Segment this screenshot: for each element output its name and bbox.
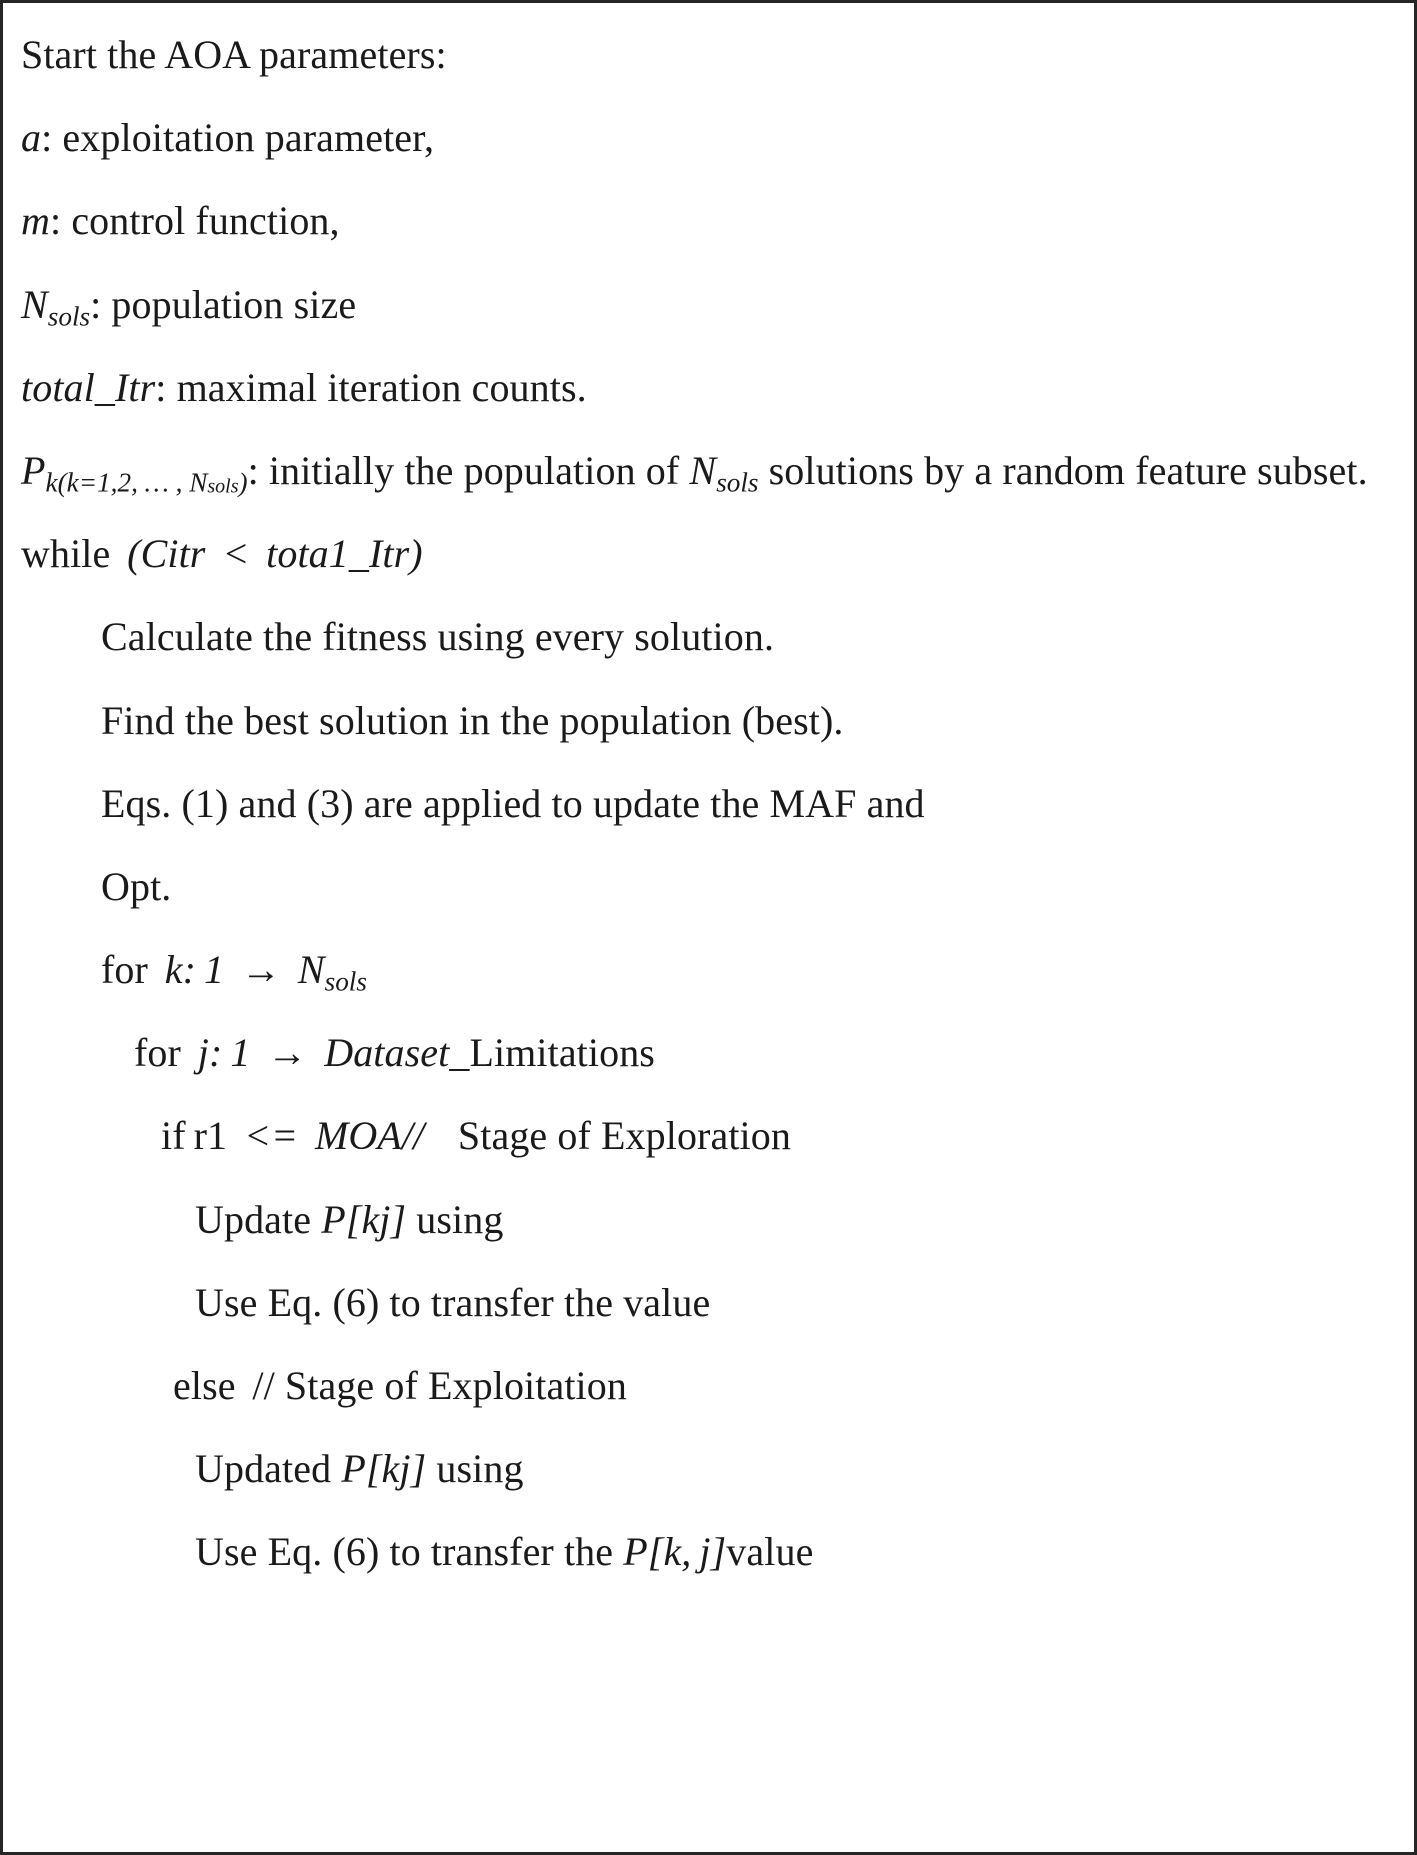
variable-r1: r1 (193, 1113, 228, 1159)
text-span: : maximal iteration counts. (155, 364, 587, 410)
algo-line-param-population (3, 429, 1414, 512)
algo-line-update-p-exploration (3, 1178, 1414, 1261)
algo-line-if-exploration (3, 1094, 1414, 1177)
math-var-p: P (321, 1196, 346, 1242)
keyword-for: for (101, 947, 148, 993)
keyword-if: if (161, 1113, 186, 1159)
algo-line-update-p-exploitation (3, 1427, 1414, 1510)
paren-open: ( (127, 531, 141, 577)
operator-less-equal: <= (243, 1113, 299, 1159)
text-suffix: using (406, 1196, 504, 1242)
bracket-close: ] (710, 1529, 727, 1575)
algo-line-while-loop (3, 512, 1414, 595)
math-var-p: P (341, 1446, 366, 1492)
math-var-total-itr: total_Itr (21, 364, 156, 410)
text-span: Eqs. (1) and (3) are applied to update the MAF and (101, 780, 925, 826)
comma: , (681, 1529, 692, 1575)
math-var-k: k (164, 947, 183, 993)
text-span: Opt. (101, 863, 172, 909)
colon: : (208, 1030, 223, 1076)
math-index-k: k (663, 1529, 682, 1575)
text-span: : population size (90, 281, 357, 327)
math-subscript-n: N (189, 467, 208, 498)
text-span: Start the AOA parameters: (21, 32, 447, 77)
math-subscript-sols: sols (324, 966, 367, 997)
text-span: Calculate the fitness using every solution. (101, 614, 775, 660)
math-var-a: a (21, 115, 42, 161)
math-subscript-sols-nested: sols (207, 475, 239, 498)
operator-less-than: < (222, 531, 250, 577)
math-index-j: j (699, 1529, 711, 1575)
math-index-kj: kj (361, 1196, 391, 1242)
comment-text: // Stage of Exploitation (252, 1363, 627, 1408)
math-subscript-ellipsis: , … , (131, 467, 190, 498)
algo-line-use-eq6-exploitation (3, 1510, 1414, 1593)
bracket-open: [ (365, 1446, 382, 1492)
algo-line-param-a (3, 96, 1414, 179)
text-span: Find the best solution in the population (best). (101, 697, 844, 743)
text-span-b: solutions by a random feature subset. (758, 447, 1368, 493)
loop-start-value: 1 (230, 1030, 251, 1076)
algo-line-else-exploitation (3, 1344, 1414, 1427)
bracket-close: ] (410, 1446, 427, 1492)
math-subscript-sols: sols (47, 301, 91, 332)
text-span: : control function, (50, 198, 340, 244)
math-subscript-sols-second: sols (716, 467, 759, 498)
text-prefix: Updated (195, 1446, 342, 1492)
math-subscript-k-range: k(k=1,2 (45, 467, 132, 498)
text-suffix: using (426, 1446, 524, 1492)
text-span: Use Eq. (6) to transfer the value (195, 1279, 711, 1325)
comment-text: Stage of Exploration (457, 1113, 791, 1159)
arrow-icon: → (240, 947, 282, 993)
text-limitations: Limitations (469, 1030, 655, 1076)
math-index-kj: kj (381, 1446, 411, 1492)
algo-line-param-m (3, 179, 1414, 262)
algo-line-init-params-header (3, 13, 1414, 96)
text-span-a: : initially the population of (247, 447, 690, 493)
bracket-open: [ (345, 1196, 362, 1242)
paren-close: ) (409, 531, 423, 577)
keyword-for: for (134, 1030, 181, 1076)
math-var-p: P (21, 447, 46, 493)
bracket-open: [ (647, 1529, 664, 1575)
algo-line-param-total-itr (3, 346, 1414, 429)
algo-line-opt (3, 845, 1414, 928)
algo-line-calc-fitness (3, 595, 1414, 678)
math-var-moa-comment-start: MOA// (314, 1113, 425, 1159)
text-suffix: value (726, 1529, 814, 1575)
algo-line-update-maf (3, 762, 1414, 845)
math-var-dataset: Dataset_ (324, 1030, 470, 1076)
arrow-icon: → (267, 1030, 308, 1076)
text-prefix: Update (195, 1196, 322, 1242)
algo-line-for-j (3, 1011, 1414, 1094)
keyword-else: else (173, 1363, 236, 1408)
algo-line-use-eq6-exploration (3, 1261, 1414, 1344)
text-span: : exploitation parameter, (41, 115, 435, 161)
colon: : (182, 947, 197, 993)
math-var-j: j (197, 1030, 209, 1076)
algo-line-param-nsols (3, 263, 1414, 346)
keyword-while: while (21, 531, 111, 577)
math-var-total-itr-cond: tota1_Itr (266, 531, 410, 577)
math-var-n-end: N (297, 947, 325, 993)
bracket-close: ] (390, 1196, 407, 1242)
algo-line-find-best (3, 679, 1414, 762)
math-var-m: m (21, 198, 50, 244)
loop-start-value: 1 (204, 947, 225, 993)
math-subscript-close-paren: ) (238, 467, 248, 498)
text-prefix: Use Eq. (6) to transfer the (195, 1529, 624, 1575)
algo-line-for-k (3, 928, 1414, 1011)
math-var-n-second: N (689, 447, 717, 493)
math-var-n: N (21, 281, 48, 327)
math-var-p: P (623, 1529, 648, 1575)
math-var-citr: Citr (140, 531, 206, 577)
